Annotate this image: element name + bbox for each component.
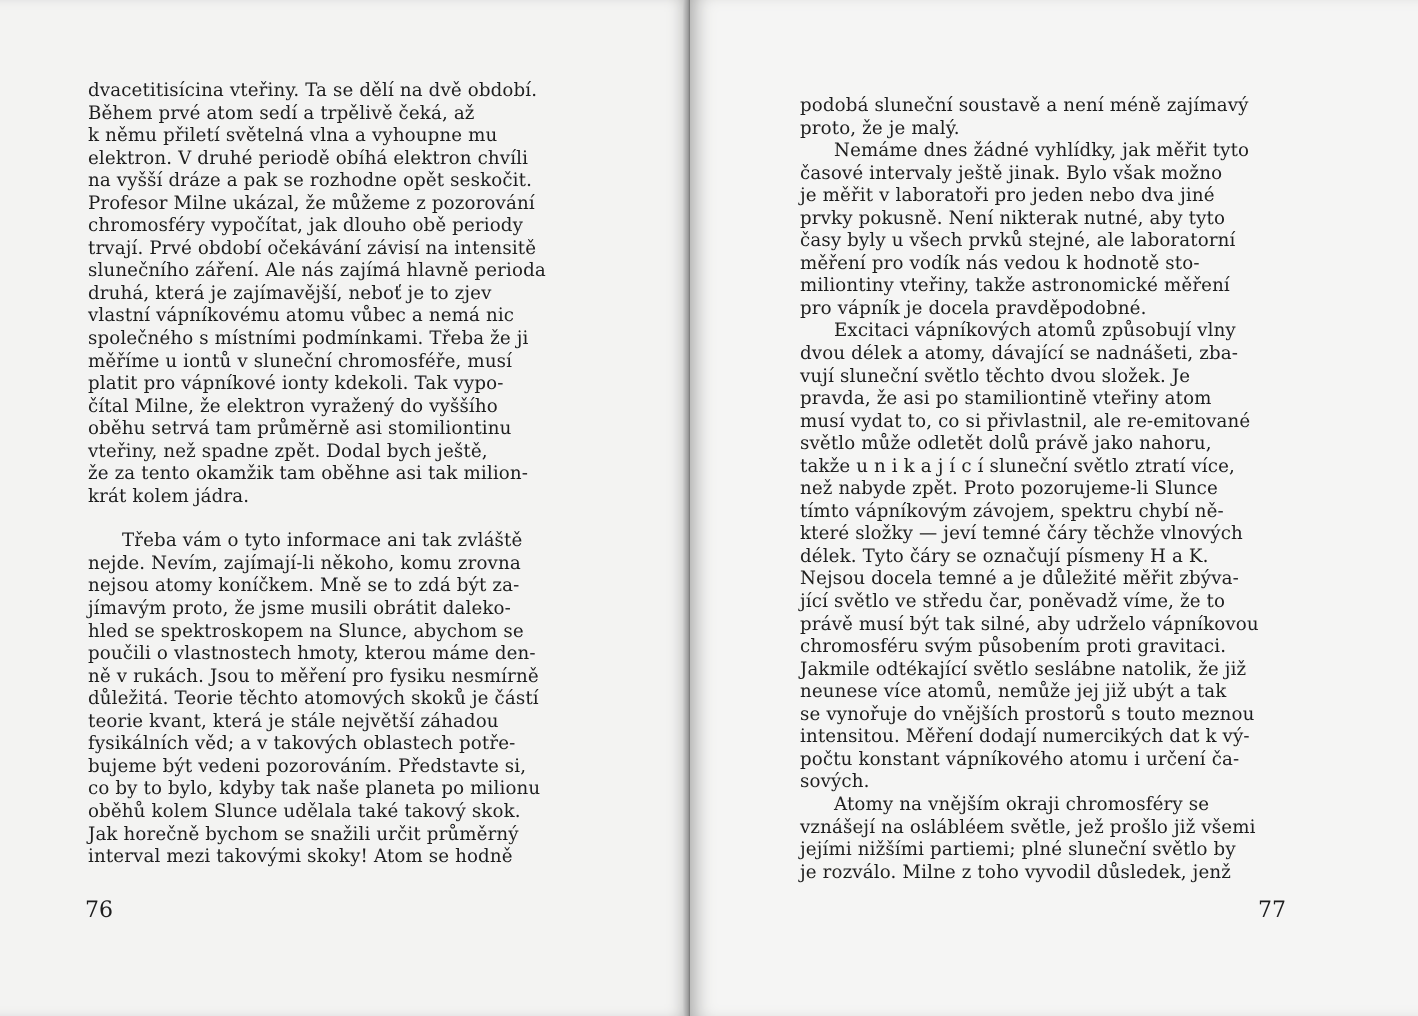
text-line: měření pro vodík nás vedou k hodnotě sto-: [800, 252, 1200, 274]
text-line: neunese více atomů, nemůže jej již ubýt a tak: [800, 681, 1227, 703]
text-line: světlo může odletět dolů právě jako nahoru,: [800, 433, 1212, 455]
page-number-right: 77: [1258, 898, 1286, 923]
text-line: proto, že je malý.: [800, 117, 960, 139]
text-line: krát kolem jádra.: [88, 485, 250, 507]
text-line: které složky — jeví temné čáry těchže vlnových: [800, 523, 1243, 545]
text-line: je rozválo. Milne z toho vyvodil důsledek, jenž: [800, 861, 1231, 883]
page-number-left: 76: [85, 898, 113, 923]
left-page: [0, 0, 690, 1016]
text-line: bujeme být vedeni pozorováním. Představte si,: [88, 755, 527, 777]
text-line: co by to bylo, kdyby tak naše planeta po milionu: [88, 778, 541, 800]
text-line: se vynořuje do vnějších prostorů s touto meznou: [800, 703, 1255, 725]
text-line: dvou délek a atomy, dávající se nadnášeti, zba-: [800, 343, 1239, 365]
text-line: jejími nižšími partiemi; plné sluneční světlo by: [800, 839, 1236, 861]
text-line: sových.: [800, 771, 870, 793]
text-line: k němu přiletí světelná vlna a vyhoupne mu: [88, 125, 498, 147]
text-line: časy byly u všech prvků stejné, ale laboratorní: [800, 230, 1236, 252]
text-line: podobá sluneční soustavě a není méně zajímavý: [800, 95, 1249, 116]
text-line: oběhu setrvá tam průměrně asi stomiliontinu: [88, 418, 512, 440]
text-line: jímavým proto, že jsme musili obrátit daleko-: [88, 598, 511, 620]
text-line: je měřit v laboratoři pro jeden nebo dva jiné: [800, 185, 1215, 207]
right-page: [690, 0, 1418, 1016]
text-line: chromosféru svým působením proti gravitaci.: [800, 636, 1227, 658]
text-line: Jak horečně bychom se snažili určit průměrný: [88, 823, 519, 845]
right-page-text: [800, 95, 1282, 884]
text-line: délek. Tyto čáry se označují písmeny H a K.: [800, 545, 1209, 567]
text-line: druhá, která je zajímavější, neboť je to zjev: [88, 282, 492, 304]
text-line: teorie kvant, která je stále největší záhadou: [88, 710, 499, 732]
text-line: slunečního záření. Ale nás zajímá hlavně perioda: [88, 260, 546, 282]
text-line: chromosféry vypočítat, jak dlouho obě periody: [88, 215, 524, 237]
text-line: intensitou. Měření dodají numercikých dat k vý-: [800, 726, 1250, 748]
text-line: fysikálních věd; a v takových oblastech potře-: [88, 733, 516, 755]
text-line: oběhů kolem Slunce udělala také takový skok.: [88, 800, 521, 822]
text-line: Excitaci vápníkových atomů způsobují vlny: [834, 320, 1236, 342]
text-line: Atomy na vnějším okraji chromosféry se: [834, 793, 1210, 815]
text-line: Nejsou docela temné a je důležité měřit zbýva-: [800, 568, 1239, 590]
text-line: ně v rukách. Jsou to měření pro fysiku nesmírně: [88, 665, 539, 687]
text-line: Profesor Milne ukázal, že můžeme z pozorování: [88, 192, 535, 214]
text-line: Jakmile odtékající světlo seslábne natolik, že již: [800, 658, 1247, 680]
text-line: důležitá. Teorie těchto atomových skoků je částí: [88, 688, 539, 710]
text-line: Třeba vám o tyto informace ani tak zvláště: [122, 530, 523, 552]
text-line: hled se spektroskopem na Slunce, abychom se: [88, 620, 524, 642]
text-line: Během prvé atom sedí a trpělivě čeká, až: [88, 102, 475, 124]
text-line: tímto vápníkovým závojem, spektru chybí ně-: [800, 500, 1224, 522]
paragraph-gap: [88, 508, 568, 530]
text-line: čítal Milne, že elektron vyražený do vyššího: [88, 395, 498, 417]
text-line: platit pro vápníkové ionty kdekoli. Tak vypo-: [88, 373, 504, 395]
text-line: vují sluneční světlo těchto dvou složek. Je: [800, 365, 1191, 387]
text-line: jící světlo ve středu čar, poněvadž víme, že to: [800, 591, 1226, 613]
text-line: dvacetitisícina vteřiny. Ta se dělí na dvě období.: [88, 80, 538, 101]
text-line: musí vydat to, co si přivlastnil, ale re-emitované: [800, 410, 1251, 432]
text-line: společného s místními podmínkami. Třeba že ji: [88, 328, 529, 350]
text-line: na vyšší dráze a pak se rozhodne opět seskočit.: [88, 170, 533, 192]
text-line: že za tento okamžik tam oběhne asi tak milion-: [88, 463, 529, 485]
text-line: vteřiny, než spadne zpět. Dodal bych ještě,: [88, 440, 488, 462]
text-line: časové intervaly ještě jinak. Bylo však možno: [800, 162, 1223, 184]
text-line: nejde. Nevím, zajímají-li někoho, komu zrovna: [88, 552, 521, 574]
text-line: Nemáme dnes žádné vyhlídky, jak měřit tyto: [834, 140, 1250, 162]
text-line: vznášejí na oslábléem světle, jež prošlo již všemi: [800, 816, 1256, 838]
text-line: měříme u iontů v sluneční chromosféře, musí: [88, 350, 513, 372]
text-line: trvají. Prvé období očekávání závisí na intensitě: [88, 237, 537, 259]
text-line: počtu konstant vápníkového atomu i určení ča-: [800, 748, 1240, 770]
text-line: pravda, že asi po stamiliontině vteřiny atom: [800, 388, 1212, 410]
text-line: takže u n i k a j í c í sluneční světlo ztratí více,: [800, 455, 1235, 477]
text-line: interval mezi takovými skoky! Atom se hodně: [88, 846, 513, 868]
text-line: miliontiny vteřiny, takže astronomické měření: [800, 275, 1230, 297]
text-line: prvky pokusně. Není nikterak nutné, aby tyto: [800, 207, 1226, 229]
left-page-text: [88, 80, 568, 869]
text-line: nejsou atomy koníčkem. Mně se to zdá být za-: [88, 575, 520, 597]
text-line: právě musí být tak silné, aby udrželo vápníkovou: [800, 613, 1259, 635]
text-line: než nabyde zpět. Proto pozorujeme-li Slunce: [800, 478, 1218, 500]
text-line: elektron. V druhé periodě obíhá elektron chvíli: [88, 147, 529, 169]
text-line: poučili o vlastnostech hmoty, kterou máme den-: [88, 643, 536, 665]
text-line: vlastní vápníkovému atomu vůbec a nemá nic: [88, 305, 515, 327]
text-line: pro vápník je docela pravděpodobné.: [800, 297, 1147, 319]
